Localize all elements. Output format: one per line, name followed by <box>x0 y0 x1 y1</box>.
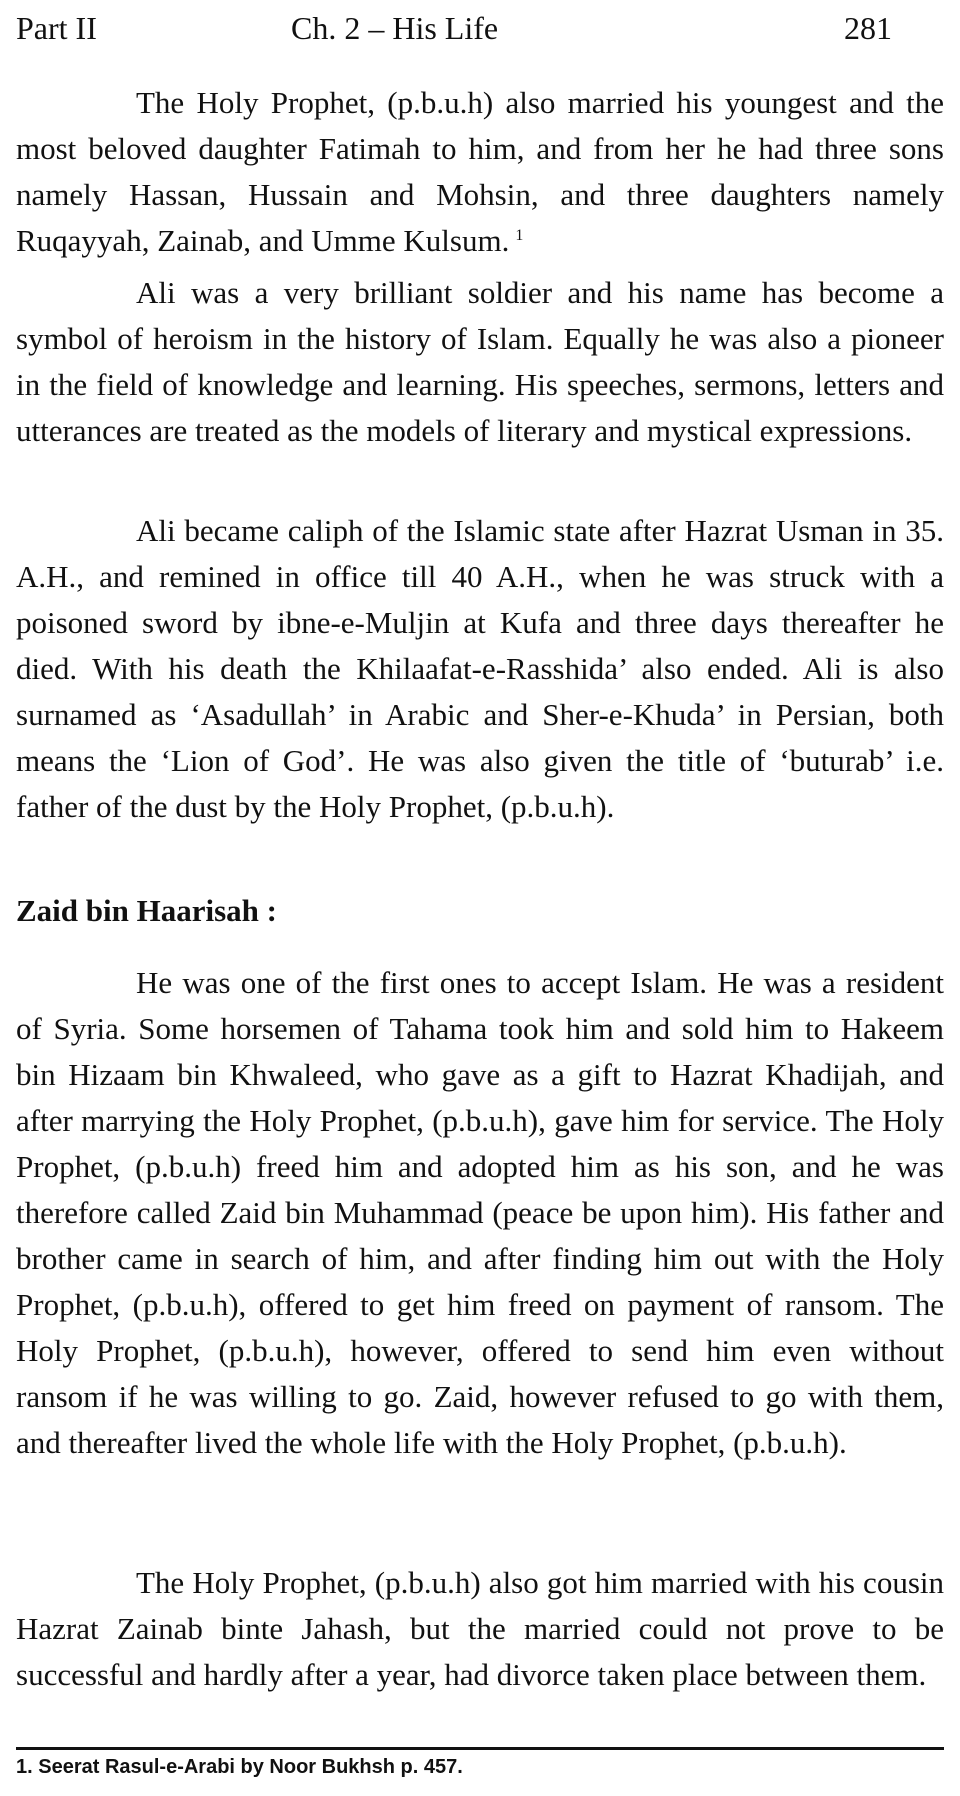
paragraph-text: The Holy Prophet, (p.b.u.h) also married his youngest and the most beloved daughter Fatimah to him, and from her he had three sons namely Hassan, Hussain and Mohsin, and three daughters namely Ruqayyah, Zainab, and Umme Kulsum. <box>16 85 944 258</box>
chapter-title: Ch. 2 – His Life <box>291 10 499 46</box>
paragraph-text: He was one of the first ones to accept Islam. He was a resident of Syria. Some horsemen of Tahama took him and sold him to Hakeem bin Hizaam bin Khwaleed, who gave as a gift to Hazrat Khadijah, and after marrying the Holy Prophet, (p.b.u.h), gave him for service. The Holy Prophet, (p.b.u.h) freed him and adopted him as his son, and he was therefore called Zaid bin Muhammad (peace be upon him). His father and brother came in search of him, and after finding him out with the Holy Prophet, (p.b.u.h), offered to get him freed on payment of ransom. The Holy Prophet, (p.b.u.h), however, offered to send him even without ransom if he was willing to go. Zaid, however refused to go with them, and thereafter lived the whole life with the Holy Prophet, (p.b.u.h). <box>16 965 944 1460</box>
paragraph-zaid-marriage <box>16 1560 944 1698</box>
book-page <box>16 0 944 1778</box>
footnote-reference: 1 <box>515 226 524 244</box>
paragraph-text: Ali was a very brilliant soldier and his name has become a symbol of heroism in the history of Islam. Equally he was also a pioneer in the field of knowledge and learning. His speeches, sermons, letters and utterances are treated as the models of literary and mystical expressions. <box>16 275 944 448</box>
footnote-divider <box>16 1747 944 1750</box>
paragraph-zaid-intro <box>16 960 944 1466</box>
part-label: Part II <box>16 10 97 46</box>
paragraph-ali-soldier <box>16 270 944 454</box>
paragraph-text: Ali became caliph of the Islamic state after Hazrat Usman in 35. A.H., and remined in office till 40 A.H., when he was struck with a poisoned sword by ibne-e-Muljin at Kufa and three days thereafter he died. With his death the Khilaafat-e-Rasshida’ also ended. Ali is also surnamed as ‘Asadullah’ in Arabic and Sher-e-Khuda’ in Persian, both means the ‘Lion of God’. He was also given the title of ‘buturab’ i.e. father of the dust by the Holy Prophet, (p.b.u.h). <box>16 513 944 824</box>
section-heading: Zaid bin Haarisah : <box>16 893 277 928</box>
paragraph-text: The Holy Prophet, (p.b.u.h) also got him married with his cousin Hazrat Zainab binte Jahash, but the married could not prove to be successful and hardly after a year, had divorce taken place between them. <box>16 1565 944 1692</box>
footnote: 1. Seerat Rasul-e-Arabi by Noor Bukhsh p. 457. <box>16 1756 463 1778</box>
paragraph-ali-caliph <box>16 508 944 830</box>
running-head <box>16 0 944 56</box>
paragraph-fatimah <box>16 80 944 264</box>
page-number: 281 <box>844 10 892 46</box>
